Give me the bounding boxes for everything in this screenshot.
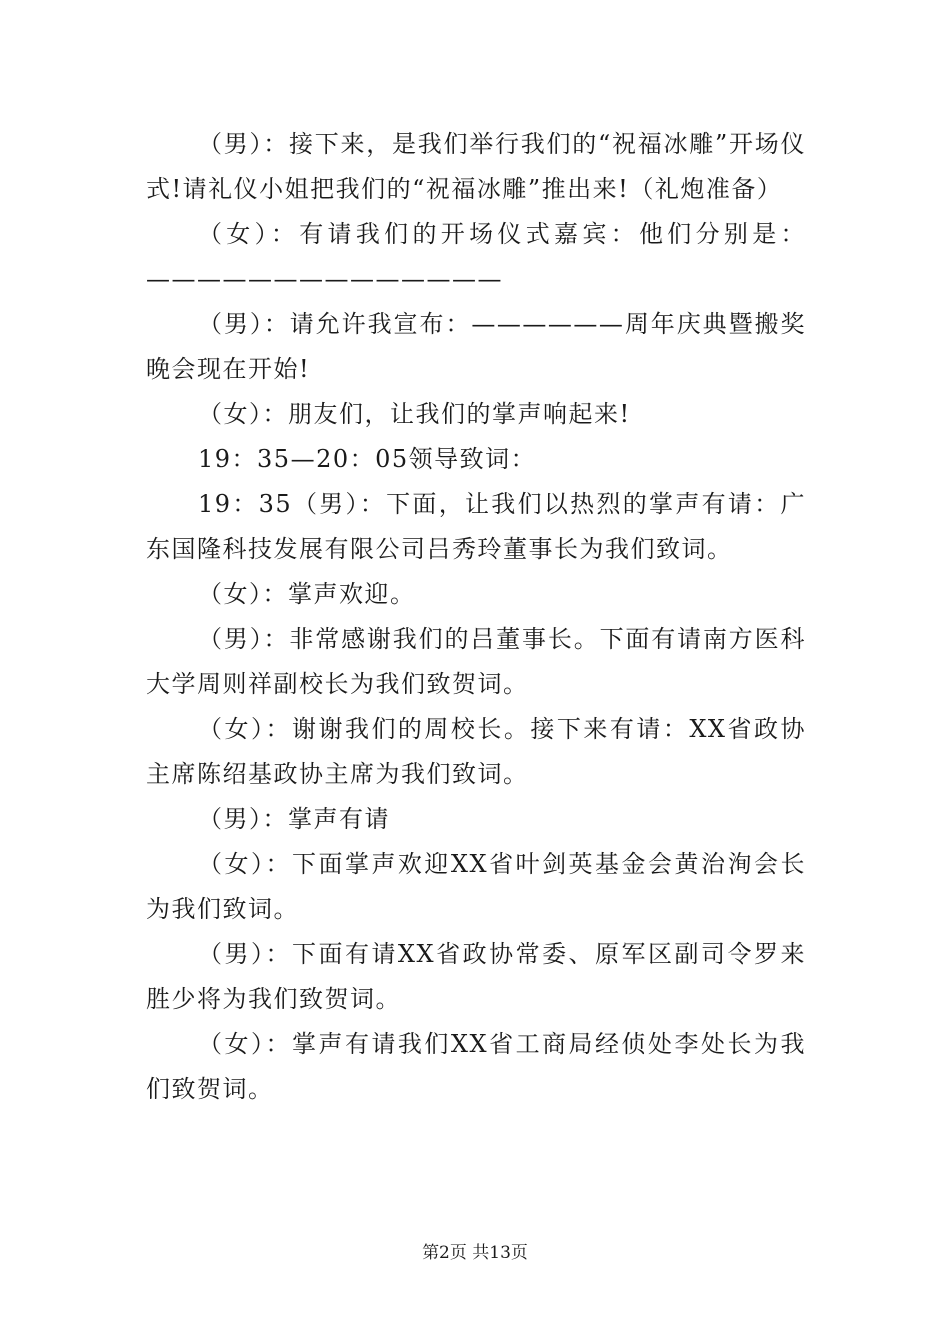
paragraph-4: （女）：朋友们，让我们的掌声响起来! (198, 400, 631, 428)
paragraph-9: （女）：谢谢我们的周校长。接下来有请：XX省政协主席陈绍基政协主席为我们致词。 (146, 715, 806, 788)
page-footer: 第2页 共13页 (422, 1243, 528, 1263)
paragraph-11: （女）：下面掌声欢迎XX省叶剑英基金会黄治洵会长为我们致词。 (146, 850, 806, 923)
paragraph-7: （女）：掌声欢迎。 (198, 580, 416, 608)
paragraph-3: （男）：请允许我宣布：——————周年庆典暨搬奖晚会现在开始! (146, 310, 806, 383)
paragraph-1: （男）：接下来，是我们举行我们的“祝福冰雕”开场仪式!请礼仪小姐把我们的“祝福冰雕”推出来!（礼炮准备） (146, 130, 806, 203)
document-body (146, 122, 806, 1112)
paragraph-2: （女）：有请我们的开场仪式嘉宾：他们分别是：—————————————— (146, 220, 806, 293)
paragraph-5: 19：35—20：05领导致词： (198, 445, 537, 473)
paragraph-13: （女）：掌声有请我们XX省工商局经侦处李处长为我们致贺词。 (146, 1030, 806, 1103)
paragraph-6: 19：35（男）：下面，让我们以热烈的掌声有请：广东国隆科技发展有限公司吕秀玲董事长为我们致词。 (146, 490, 806, 563)
paragraph-8: （男）：非常感谢我们的吕董事长。下面有请南方医科大学周则祥副校长为我们致贺词。 (146, 625, 806, 698)
paragraph-10: （男）：掌声有请 (198, 805, 390, 833)
paragraph-12: （男）：下面有请XX省政协常委、原军区副司令罗来胜少将为我们致贺词。 (146, 940, 806, 1013)
